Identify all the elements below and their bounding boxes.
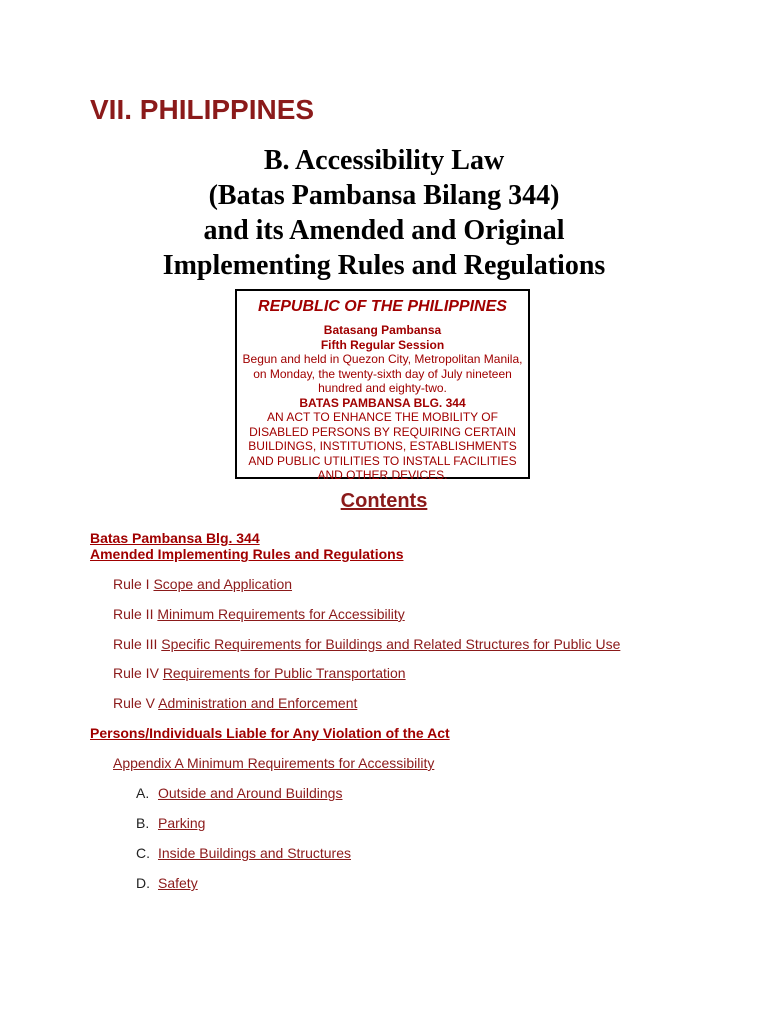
item-letter: D. — [136, 875, 150, 891]
appendix-item-c — [136, 845, 351, 861]
link-rule-2[interactable]: Minimum Requirements for Accessibility — [157, 606, 405, 622]
rule-number: Rule IV — [113, 665, 159, 681]
rule-number: Rule III — [113, 636, 158, 652]
section-heading: VII. PHILIPPINES — [90, 94, 315, 125]
begun-text: Begun and held in Quezon City, Metropolitan Manila, on Monday, the twenty-sixth day of July nineteen hundred and eighty-two. — [242, 352, 523, 395]
rule-number: Rule I — [113, 576, 150, 592]
link-rule-1[interactable]: Scope and Application — [153, 576, 293, 592]
contents-title: Contents — [340, 490, 428, 512]
document-title — [0, 143, 768, 283]
link-outside-buildings[interactable]: Outside and Around Buildings — [158, 785, 343, 801]
title-line: and its Amended and Original — [203, 215, 565, 246]
item-letter: B. — [136, 815, 150, 831]
toc-rule-1 — [113, 576, 292, 592]
link-amended-irr[interactable]: Amended Implementing Rules and Regulations — [90, 546, 404, 562]
toc-rule-5 — [113, 695, 357, 711]
link-inside-buildings[interactable]: Inside Buildings and Structures — [158, 845, 351, 861]
blg-label: BATAS PAMBANSA BLG. 344 — [299, 395, 466, 410]
toc-rule-2 — [113, 606, 405, 622]
link-parking[interactable]: Parking — [158, 815, 206, 831]
link-liable-persons[interactable]: Persons/Individuals Liable for Any Violation of the Act — [90, 725, 450, 741]
item-letter: A. — [136, 785, 150, 801]
rule-number: Rule V — [113, 695, 156, 711]
toc-rule-3 — [113, 636, 620, 652]
appendix-item-d — [136, 875, 198, 891]
rule-number: Rule II — [113, 606, 154, 622]
link-bp344[interactable]: Batas Pambansa Blg. 344 — [90, 530, 260, 546]
title-line: Implementing Rules and Regulations — [162, 250, 606, 281]
toc-rule-4 — [113, 665, 406, 681]
title-line: B. Accessibility Law — [263, 145, 505, 176]
title-line: (Batas Pambansa Bilang 344) — [208, 180, 560, 211]
item-letter: C. — [136, 845, 150, 861]
republic-heading: REPUBLIC OF THE PHILIPPINES — [258, 298, 507, 315]
appendix-item-a — [136, 785, 342, 801]
session-label: Fifth Regular Session — [320, 337, 445, 352]
link-rule-5[interactable]: Administration and Enforcement — [158, 695, 358, 711]
act-description: AN ACT TO ENHANCE THE MOBILITY OF DISABLED PERSONS BY REQUIRING CERTAIN BUILDINGS, INSTITUTIONS, ESTABLISHMENTS AND PUBLIC UTILITIES TO INSTALL FACILITIES AND OTHER DEVICES. — [248, 410, 517, 482]
batasang-label: Batasang Pambansa — [323, 323, 442, 337]
link-safety[interactable]: Safety — [158, 875, 198, 891]
appendix-item-b — [136, 815, 205, 831]
link-rule-4[interactable]: Requirements for Public Transportation — [162, 665, 406, 681]
link-rule-3[interactable]: Specific Requirements for Buildings and Related Structures for Public Use — [161, 636, 621, 652]
act-header-box — [235, 289, 530, 482]
link-appendix-a[interactable]: Appendix A Minimum Requirements for Accessibility — [113, 755, 435, 771]
